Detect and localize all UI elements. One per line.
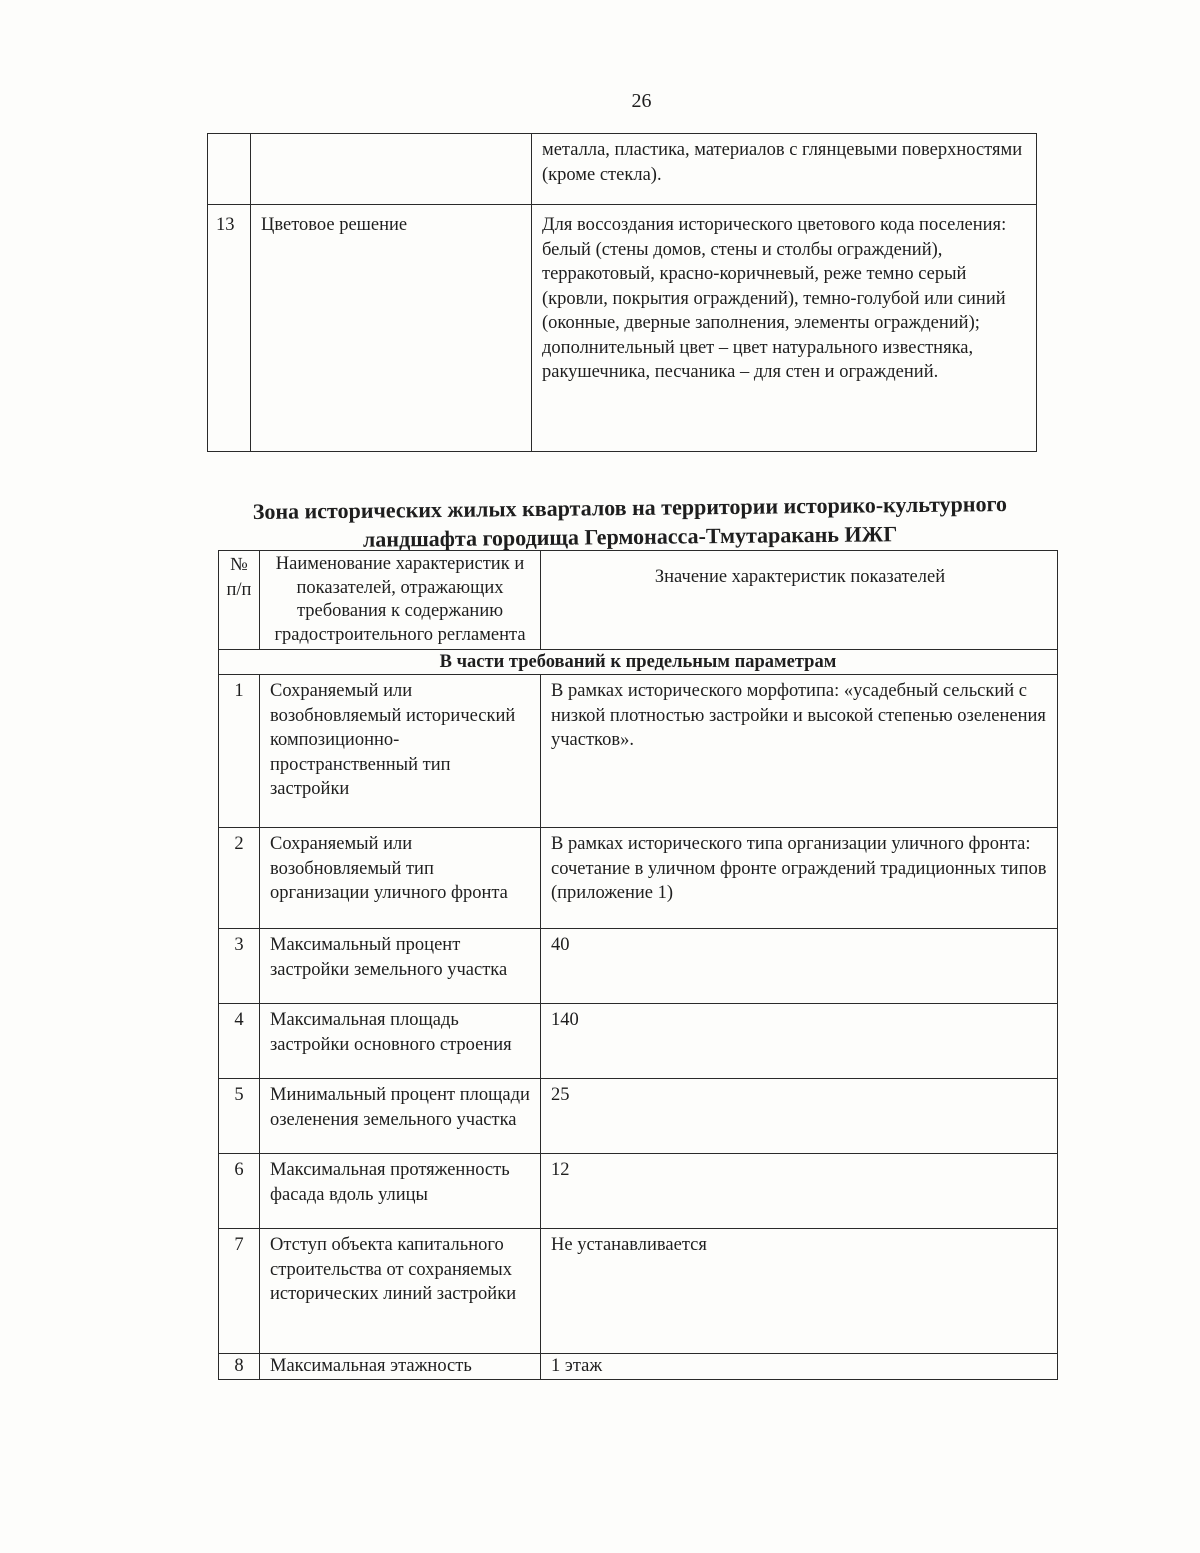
table-row (208, 205, 1037, 452)
row-value: Для воссоздания исторического цветового кода поселения: белый (стены домов, стены и столбы ограждений), терракотовый, красно-коричневый, реже темно серый (кровли, покрытия ограждений), темно-голубой или синий (оконные, дверные заполнения, элементы ограждений); дополнительный цвет – цвет натурального известняка, ракушечника, песчаника – для стен и ограждений. (532, 205, 1037, 452)
row-name: Отступ объекта капитального строительства от сохраняемых исторических линий застройки (260, 1229, 541, 1354)
row-value: 1 этаж (541, 1354, 1058, 1380)
color-scheme-table (207, 133, 1037, 452)
row-number: 4 (219, 1004, 260, 1079)
row-name: Сохраняемый или возобновляемый исторический композиционно-пространственный тип застройки (260, 675, 541, 828)
page-number: 26 (631, 90, 652, 112)
header-value: Значение характеристик показателей (541, 551, 1058, 650)
row-value: Не устанавливается (541, 1229, 1058, 1354)
header-name: Наименование характеристик и показателей, отражающих требования к содержанию градостроительного регламента (260, 551, 541, 650)
table-row (219, 828, 1058, 929)
row-number: 13 (208, 205, 251, 452)
row-name: Цветовое решение (251, 205, 532, 452)
row-value: В рамках исторического типа организации уличного фронта: сочетание в уличном фронте ограждений традиционных типов (приложение 1) (541, 828, 1058, 929)
row-number: 6 (219, 1154, 260, 1229)
table-row (219, 1004, 1058, 1079)
row-value: 12 (541, 1154, 1058, 1229)
table-row (219, 1079, 1058, 1154)
row-number: 3 (219, 929, 260, 1004)
row-value: В рамках исторического морфотипа: «усадебный сельский с низкой плотностью застройки и высокой степенью озеленения участков». (541, 675, 1058, 828)
row-number: 5 (219, 1079, 260, 1154)
row-name: Максимальный процент застройки земельного участка (260, 929, 541, 1004)
row-name: Максимальная этажность (260, 1354, 541, 1380)
table-row (219, 1154, 1058, 1229)
row-value: 40 (541, 929, 1058, 1004)
table-subheader: В части требований к предельным параметрам (219, 650, 1058, 675)
row-number: 8 (219, 1354, 260, 1380)
header-number: № п/п (219, 551, 260, 650)
row-number: 1 (219, 675, 260, 828)
row-number (208, 134, 251, 205)
row-number: 2 (219, 828, 260, 929)
row-name: Максимальная площадь застройки основного строения (260, 1004, 541, 1079)
row-name: Минимальный процент площади озеленения земельного участка (260, 1079, 541, 1154)
table-row (208, 134, 1037, 205)
table-header-row (219, 551, 1058, 650)
row-name (251, 134, 532, 205)
row-number: 7 (219, 1229, 260, 1354)
row-value: 140 (541, 1004, 1058, 1079)
row-value: 25 (541, 1079, 1058, 1154)
section-title: Зона исторических жилых кварталов на территории историко-культурного ландшафта городища Гермонасса-Тмутаракань ИЖГ (252, 491, 1008, 552)
table-row (219, 929, 1058, 1004)
table-row (219, 1354, 1058, 1380)
row-value: металла, пластика, материалов с глянцевыми поверхностями (кроме стекла). (532, 134, 1037, 205)
row-name: Сохраняемый или возобновляемый тип организации уличного фронта (260, 828, 541, 929)
zone-parameters-table (218, 550, 1058, 1380)
table-subheader-row (219, 650, 1058, 675)
row-name: Максимальная протяженность фасада вдоль улицы (260, 1154, 541, 1229)
table-row (219, 1229, 1058, 1354)
table-row (219, 675, 1058, 828)
